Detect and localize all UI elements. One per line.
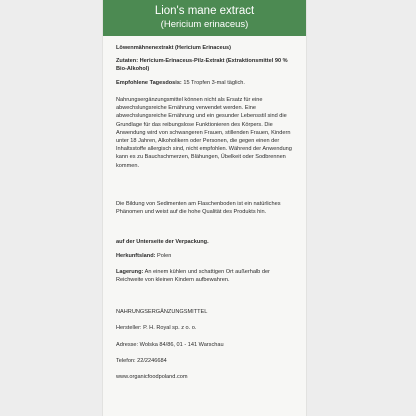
- origin-text: Polen: [157, 253, 172, 259]
- ingredients: [116, 57, 298, 73]
- product-leaflet: [103, 0, 306, 416]
- ingredients-text: Hericium-Erinaceus-Pilz-Extrakt (Extraktionsmittel 90 % Bio-Alkohol): [116, 58, 288, 73]
- phone: [116, 357, 298, 365]
- bottom-of-package-note: auf der Unterseite der Verpackung.: [116, 239, 209, 245]
- daily-dose: [116, 79, 298, 87]
- dose-text: 15 Tropfen 3-mal täglich.: [183, 80, 245, 86]
- address-label: Adresse:: [116, 342, 139, 348]
- origin-label: Herkunftsland:: [116, 253, 156, 259]
- address-text: Wolska 84/86, 01 - 141 Warschau: [139, 342, 224, 348]
- ingredients-label: Zutaten:: [116, 58, 139, 64]
- manufacturer-text: P. H. Royal sp. z o. o.: [143, 325, 197, 331]
- product-category: NAHRUNGSERGÄNZUNGSMITTEL: [116, 309, 208, 315]
- address: [116, 341, 298, 349]
- phone-text: 22/2246684: [137, 358, 167, 364]
- country-of-origin: [116, 252, 298, 260]
- storage-text: An einem kühlen und schattigen Ort außerhalb der Reichweite von kleinen Kindern aufbewahren.: [116, 269, 270, 284]
- dose-label: Empfohlene Tagesdosis:: [116, 80, 182, 86]
- manufacturer: [116, 324, 298, 332]
- website-link[interactable]: www.organicfoodpoland.com: [116, 374, 188, 380]
- sediment-note: Die Bildung von Sedimenten am Flaschenboden ist ein natürliches Phänomen und weist auf die hohe Qualität des Produkts hin.: [116, 201, 281, 216]
- storage-label: Lagerung:: [116, 269, 144, 275]
- product-latin-name: (Hericium erinaceus): [160, 19, 249, 30]
- product-title: Lion's mane extract: [154, 5, 255, 17]
- storage: [116, 268, 298, 284]
- header-band: [103, 0, 306, 36]
- manufacturer-label: Hersteller:: [116, 325, 142, 331]
- product-name: Löwenmähnenextrakt (Hericium Erinaceus): [116, 45, 232, 51]
- warning-text: Nahrungsergänzungsmittel können nicht als Ersatz für eine abwechslungsreiche Ernährung verwendet werden. Eine abwechslungsreiche Ernährung und ein gesunder Lebensstil sind die Grundlage für das reibungslose Funktionieren des Körpers. Die Anwendung wird von schwangeren Frauen, stillenden Frauen, Kindern unter 18 Jahren, Alkoholikern oder Personen, die gegen einen der Inhaltsstoffe allergisch sind, nicht empfohlen. Während der Anwendung kann es zu Bauchschmerzen, Blähungen, Übelkeit oder Sodbrennen kommen.: [116, 97, 292, 169]
- phone-label: Telefon:: [116, 358, 136, 364]
